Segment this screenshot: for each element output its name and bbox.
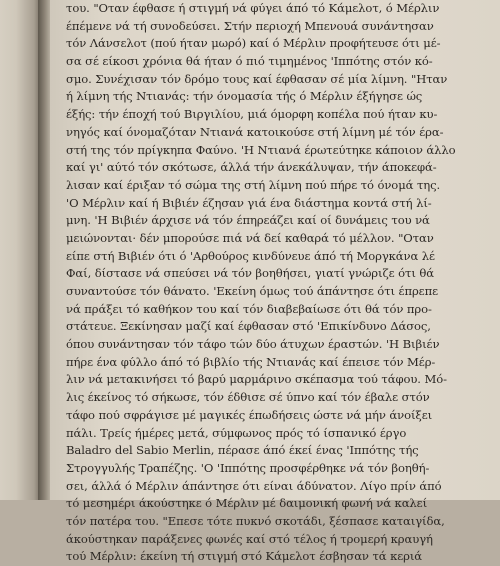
- text-line: τάφο πού σφράγισε μέ μαγικές έπωδήσεις ώστε νά μήν άνοίξει: [66, 407, 433, 422]
- text-line: τόν πατέρα του. "Επεσε τότε πυκνό σκοτάδι, ξέσπασε καταιγίδα,: [66, 513, 445, 528]
- text-line: τού Μέρλιν: έκείνη τή στιγμή στό Κάμελοτ έσβησαν τά κεριά: [66, 549, 423, 564]
- text-line: όπου συνάντησαν τόν τάφο τών δύο άτυχων έραστών. 'Η Βιβιέν: [66, 337, 440, 352]
- text-line: Baladro del Sabio Merlin, πέρασε άπό έκεί ένας 'Ιππότης τής: [66, 443, 419, 458]
- text-line: ή λίμνη τής Ντιανάς: τήν όνομασία τής ό Μέρλιν έξήγησε ώς: [66, 89, 423, 104]
- text-line: λιν νά μετακινήσει τό βαρύ μαρμάρινο σκέπασμα τού τάφου. Μό-: [66, 372, 447, 387]
- text-line: πάλι. Τρείς ήμέρες μετά, σύμφωνος πρός τό ίσπανικό έργο: [66, 425, 407, 440]
- text-line: σα σέ είκοσι χρόνια θά ήταν ό πιό τιμημένος 'Ιππότης στόν κό-: [66, 54, 433, 69]
- text-line: λισαν καί έριξαν τό σώμα της στή λίμνη πού πήρε τό όνομά της.: [66, 177, 441, 192]
- text-line: καί γι' αύτό τόν σκότωσε, άλλά τήν άνεκάλυψαν, τήν άποκεφά-: [66, 160, 437, 175]
- text-line: νά πράξει τό καθήκον του καί τόν διαβεβαίωσε ότι θά τόν προ-: [66, 301, 432, 316]
- text-line: έξής: τήν έποχή τού Βιργιλίου, μιά όμορφη κοπέλα πού ήταν κυ-: [66, 107, 438, 122]
- text-line: τό μεσημέρι άκούστηκε ό Μέρλιν μέ δαιμονική φωνή νά καλεί: [66, 496, 428, 511]
- text-line: μειώνονται· δέν μπορούσε πιά νά δεί καθαρά τό μέλλον. "Οταν: [66, 230, 434, 245]
- text-line: τόν Λάνσελοτ (πού ήταν μωρό) καί ό Μέρλιν προφήτευσε ότι μέ-: [66, 36, 441, 51]
- text-line: σμο. Συνέχισαν τόν δρόμο τους καί έφθασαν σέ μία λίμνη. "Ηταν: [66, 71, 448, 86]
- text-line: είπε στή Βιβιέν ότι ό 'Αρθούρος κινδύνευε άπό τή Μοργκάνα λέ: [66, 248, 435, 263]
- text-line: Στρογγυλής Τραπέζης. 'Ο 'Ιππότης προσφέρθηκε νά τόν βοηθή-: [66, 460, 430, 475]
- text-line: λις έκείνος τό σήκωσε, τόν έδθισε σέ ύπνο καί τόν έβαλε στόν: [66, 390, 430, 405]
- text-line: άκούστηκαν παράξενες φωνές καί στό τέλος ή τρομερή κραυγή: [66, 531, 433, 546]
- page-text: [66, 0, 456, 566]
- text-line: συναντούσε τόν θάνατο. 'Εκείνη όμως τού άπάντησε ότι έπρεπε: [66, 284, 439, 298]
- text-line: μνη. 'Η Βιβιέν άρχισε νά τόν έπηρεάζει καί οί δυνάμεις του νά: [66, 213, 430, 228]
- text-line: του. "Οταν έφθασε ή στιγμή νά φύγει άπό τό Κάμελοτ, ό Μέρλιν: [66, 1, 440, 15]
- text-line: σει, άλλά ό Μέρλιν άπάντησε ότι είναι άδύνατον. Λίγο πρίν άπό: [66, 478, 442, 493]
- text-line: 'Ο Μέρλιν καί ή Βιβιέν έζησαν γιά ένα διάστημα κοντά στή λί-: [66, 195, 432, 210]
- left-page-edge: [0, 0, 40, 500]
- text-line: έπέμενε νά τή συνοδεύσει. Στήν περιοχή Μπενουά συνάντησαν: [66, 18, 434, 33]
- text-line: στάτευε. Ξεκίνησαν μαζί καί έφθασαν στό 'Επικίνδυνο Δάσος,: [66, 319, 431, 334]
- text-line: Φαί, δίστασε νά σπεύσει νά τόν βοηθήσει, γιατί γνώριζε ότι θά: [66, 266, 434, 281]
- text-line: νηγός καί όνομαζόταν Ντιανά κατοικούσε στή λίμνη μέ τόν έρα-: [66, 124, 444, 139]
- text-line: στή της τόν πρίγκηπα Φαύνο. 'Η Ντιανά έρωτεύτηκε κάποιον άλλο: [66, 142, 456, 157]
- text-line: πήρε ένα φύλλο άπό τό βιβλίο τής Ντιανάς καί έπεισε τόν Μέρ-: [66, 354, 436, 369]
